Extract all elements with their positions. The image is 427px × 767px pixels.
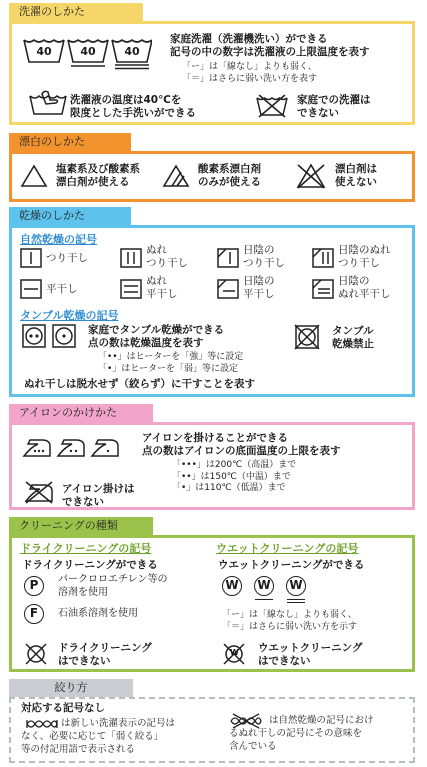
dry-item-shade-hang [217,248,239,272]
iron-icons [22,437,122,459]
wet-clean-weak-line [255,599,273,600]
wring-none-title: 対応する記号なし [21,702,105,714]
dry-clean-title: ドライクリーニングの記号 [20,542,152,555]
no-iron-desc: アイロン掛けは できない [62,483,135,508]
wet-clean-icon: W [222,576,242,596]
hand-wash-desc: 洗濯液の温度は40℃を 限度とした手洗いができる [70,94,196,119]
iron-tab [9,404,153,422]
bleach-ok-desc: 塩素系及び酸素系 漂白剤が使える [56,163,140,188]
dry-item-hang [20,248,42,272]
dry-item-shade-flat [217,279,239,303]
tumble-desc: 家庭でタンブル乾燥ができる 点の数は乾燥温度を表す [88,324,225,349]
flat-dry-icon [20,279,42,299]
wash-box [9,21,415,125]
dry-item-shade-wet-flat [312,279,334,303]
dry-item-wet-flat [120,279,142,303]
clean-section [9,517,415,674]
tumble-note: 「••」はヒーターを「強」等に設定 「•」はヒーターを「弱」等に設定 [98,352,244,374]
bleach-section [9,133,415,205]
wring-tab [9,679,133,697]
iron-low-icon [92,440,118,456]
clean-box [9,535,415,672]
iron-section [9,404,415,512]
no-wash-desc: 家庭での洗濯は できない [297,94,371,119]
hand-wash-icon [28,90,68,116]
wet-flat-dry-icon [120,279,142,299]
shade-hang-dry-icon [217,248,239,268]
wet-clean-title: ウエットクリーニングの記号 [216,542,359,555]
no-dry-clean-icon [24,642,48,666]
no-iron-icon [24,480,54,504]
wring-section [9,679,415,765]
bleach-title: 漂白のしかた [19,135,85,148]
no-wash-icon [255,94,289,118]
dry-section [9,207,415,399]
wring-left-desc: は新しい洗濯表示の記号は なく、必要に応じて「弱く絞る」 等の付記用語で表示される [21,718,176,755]
dry-label-4: 日陰のぬれ つり干し [338,244,391,269]
wash-lines-note: 「ー」は「線なし」よりも弱く、 「＝」はさらに弱い洗い方を表す [182,62,318,84]
tub-temp-1: 40 [36,45,52,58]
bleach-oxygen-desc: 酸素系漂白剤 のみが使える [198,163,261,188]
petroleum-solvent-icon: F [24,604,44,624]
iron-temps: 「•••」は200℃（高温）まで 「••」は150℃（中温）まで 「•」は110℃（低温）まで [172,460,297,493]
no-wet-clean-letter: W [230,648,239,657]
dry-box [9,225,415,397]
wash-tab [9,3,143,21]
clean-title: クリーニングの種類 [19,519,118,532]
tumble-dry-icons [22,324,78,348]
wet-hang-dry-icon [120,248,142,268]
dry-clean-no: ドライクリーニング はできない [58,642,152,667]
hang-dry-icon [20,248,42,268]
wet-clean-very-weak-line-1 [287,599,305,600]
iron-high-icon [24,440,50,456]
wash-title: 洗濯のしかた [19,5,85,18]
dry-tab [9,207,131,225]
bleach-no-icon [295,162,327,190]
tub-temp-2: 40 [80,45,96,58]
dry-item-flat [20,279,42,303]
wet-clean-weak-icon: W [254,576,274,596]
dry-label-6: ぬれ 平干し [146,275,178,300]
wet-clean-very-weak-line-2 [287,602,305,603]
wet-dry-note: ぬれ干しは脱水せず（絞らず）に干すことを表す [24,378,255,390]
tumble-dry-title: タンブル乾燥の記号 [20,309,119,322]
wet-clean-very-weak-icon: W [286,576,306,596]
iron-title: アイロンのかけかた [19,406,118,419]
shade-wet-flat-dry-icon [312,279,334,299]
dry-item-wet-hang [120,248,142,272]
p-desc: パークロロエチレン等の 溶剤を使用 [58,574,168,598]
dry-label-2: ぬれ つり干し [146,244,188,269]
tumble-dry-high-icon [23,325,45,347]
perchloroethylene-icon: P [24,576,44,596]
dry-title: 乾燥のしかた [19,209,85,222]
dry-clean-ok: ドライクリーニングができる [22,559,158,571]
clean-tab [9,517,153,535]
wring-box [9,697,415,763]
bleach-box [9,151,415,202]
dry-item-shade-wet-hang [312,248,334,272]
iron-box [9,422,415,510]
iron-desc: アイロンを掛けることができる 点の数はアイロンの底面温度の上限を表す [142,432,341,457]
bleach-ok-icon [20,164,48,188]
tumble-no-desc: タンブル 乾燥禁止 [332,325,374,350]
tub-temp-3: 40 [124,45,140,58]
f-desc: 石油系溶剤を使用 [58,608,138,619]
wring-title: 絞り方 [54,681,88,694]
dry-label-7: 日陰の 平干し [243,275,275,300]
shade-wet-hang-dry-icon [312,248,334,268]
dry-label-1: つり干し [46,252,88,264]
wring-right-desc: は自然乾燥の記号におけ るぬれ干しの記号にその意味を 含んでいる [229,715,374,752]
dry-label-8: 日陰の ぬれ平干し [338,275,391,300]
natural-dry-title: 自然乾燥の記号 [20,233,97,246]
bleach-no-desc: 漂白剤は 使えない [335,163,377,188]
wet-clean-no: ウエットクリーニング はできない [258,642,363,667]
dry-label-5: 平干し [46,283,78,295]
bleach-oxygen-icon [162,164,190,188]
bleach-tab [9,133,131,151]
iron-medium-icon [58,440,84,456]
dry-label-3: 日陰の つり干し [243,244,285,269]
wet-clean-ok: ウエットクリーニングができる [218,559,365,571]
wet-clean-note: 「ー」は「線なし」よりも弱く、 「＝」はさらに弱い洗い方を示す [222,610,358,632]
no-tumble-dry-icon [294,324,320,350]
shade-flat-dry-icon [217,279,239,299]
wash-section [9,3,415,127]
wash-home-desc: 家庭洗濯（洗濯機洗い）ができる 記号の中の数字は洗濯液の上限温度を表す [170,33,370,58]
